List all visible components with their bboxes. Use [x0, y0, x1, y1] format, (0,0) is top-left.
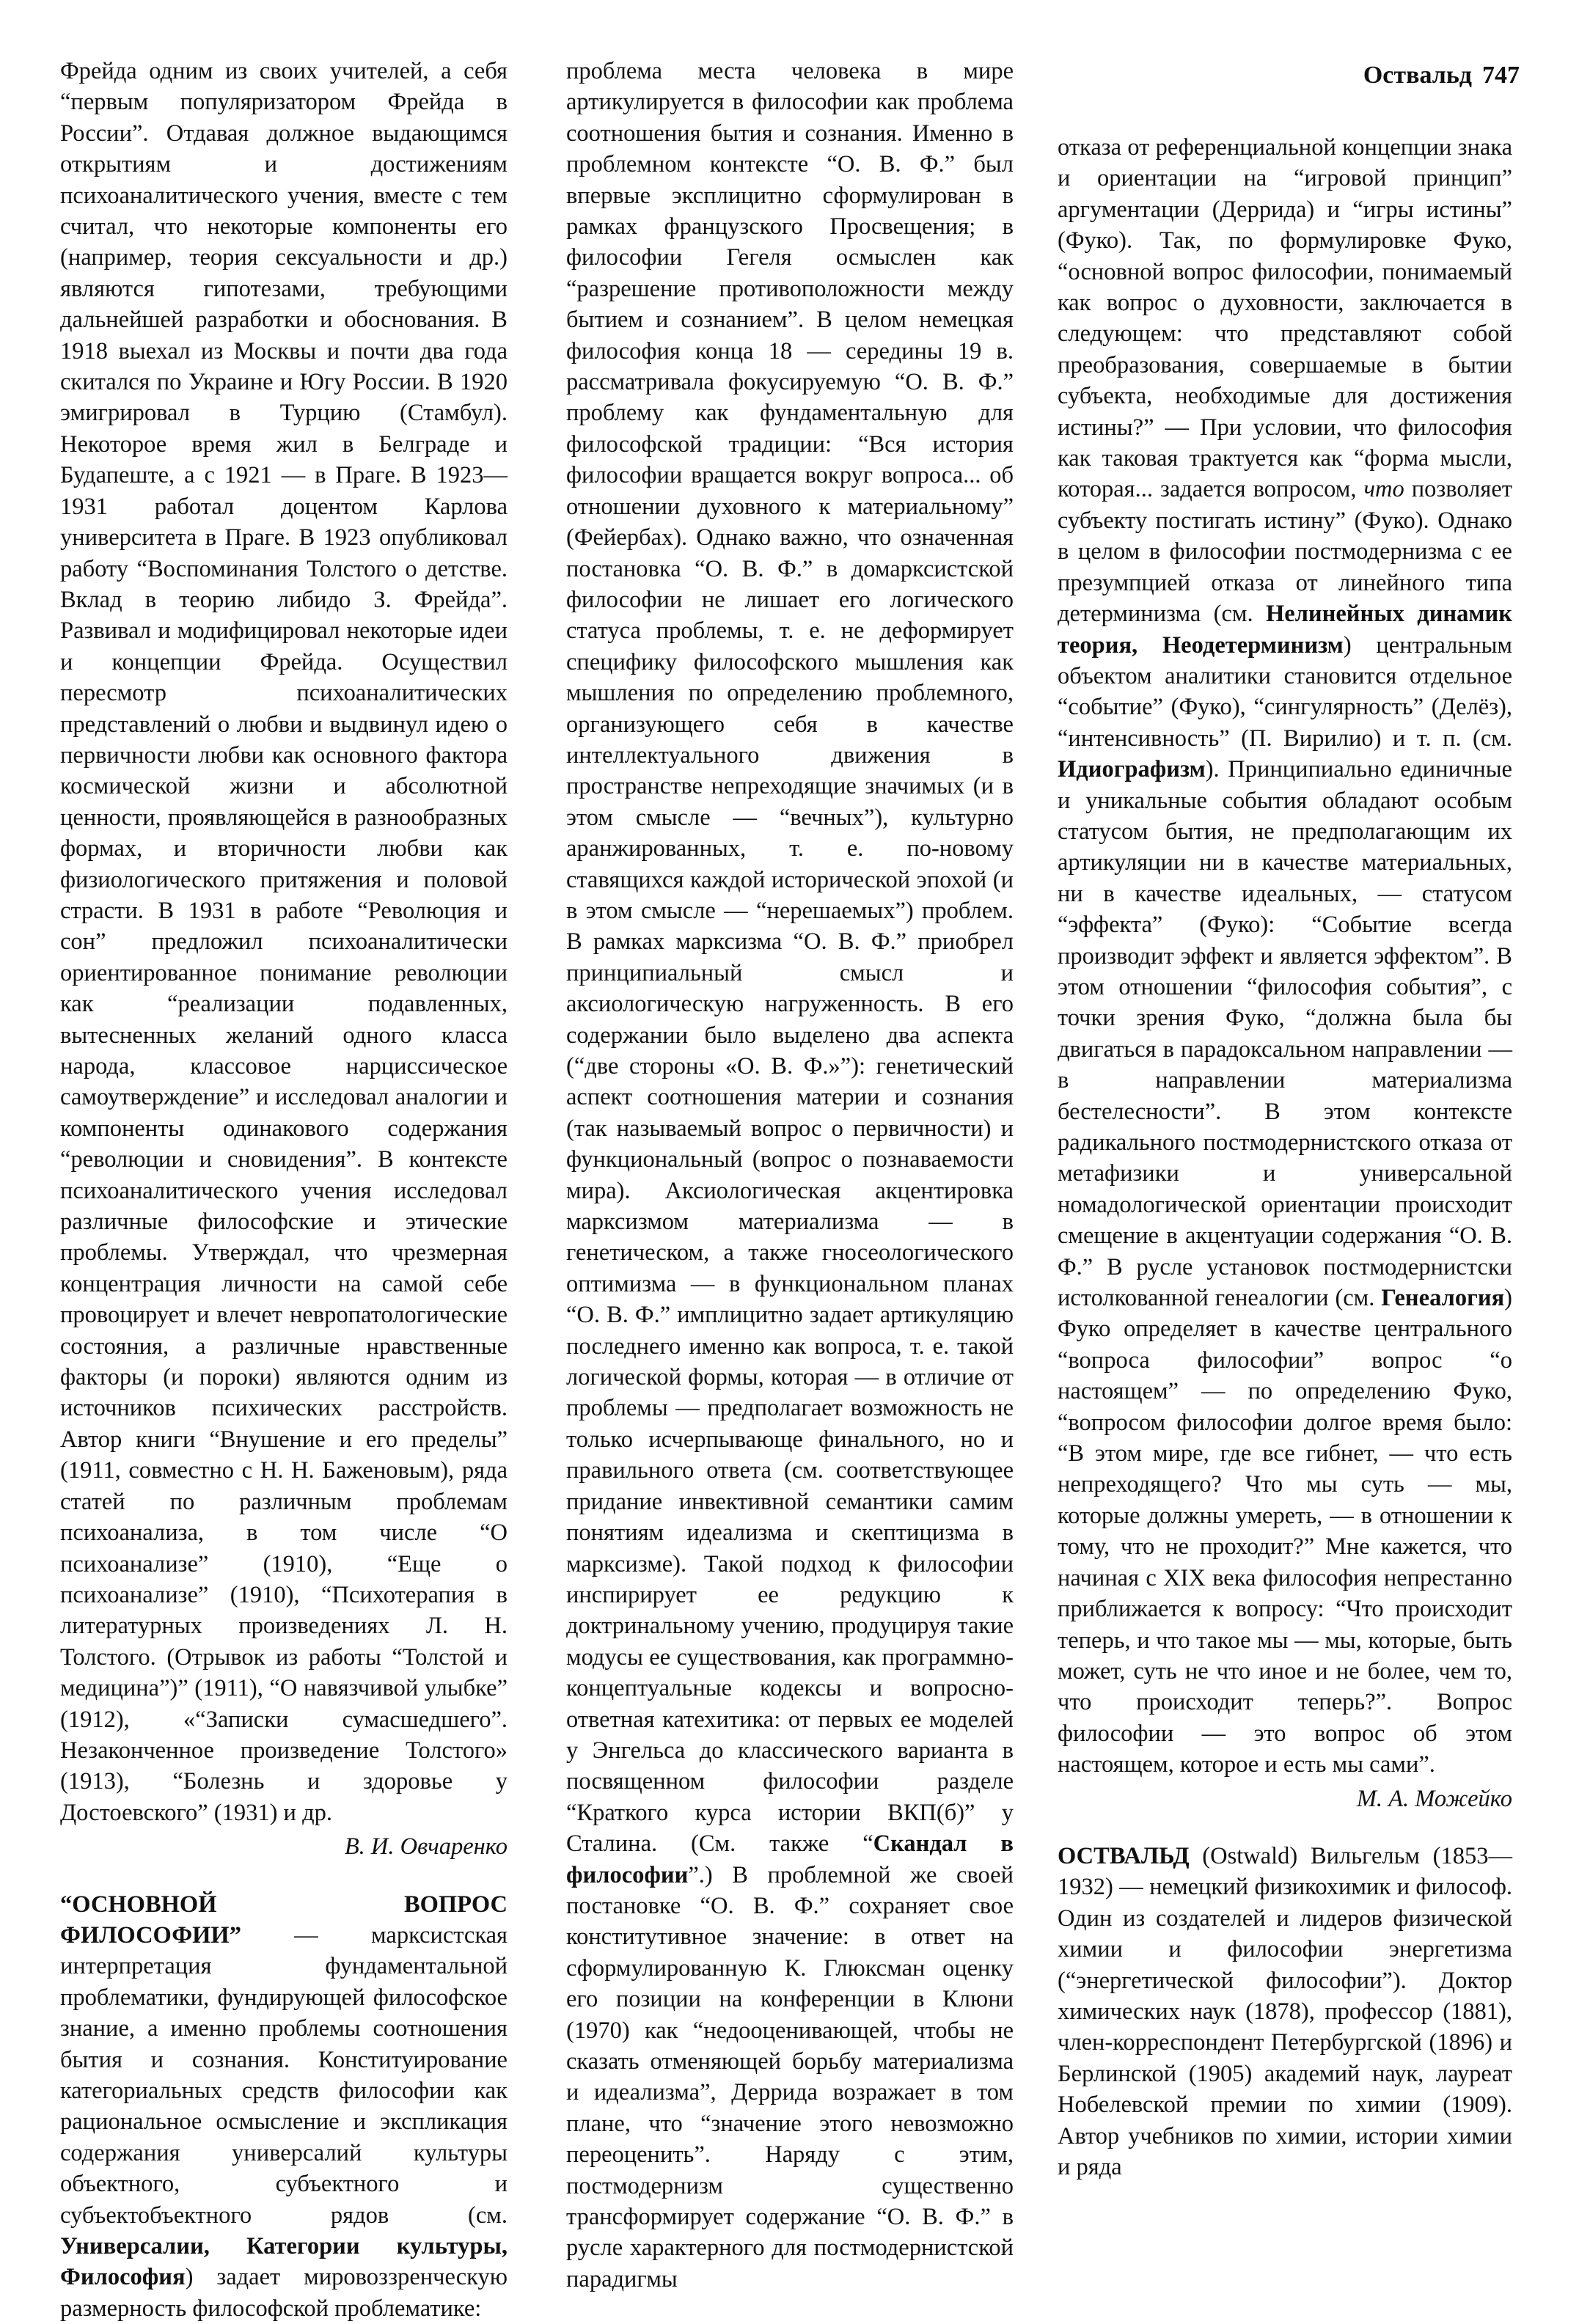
text-run: ) задает мировоззренческую размерность философской проблематике: — [60, 2264, 508, 2322]
paragraph — [1058, 132, 1512, 1781]
header-title: Оствальд — [1363, 62, 1472, 89]
running-header — [1363, 62, 1520, 89]
cross-reference: Нелинейных динамик теория, Неодетерминизм — [1058, 601, 1513, 659]
text-run: отказа от референциальной концепции знака и ориентации на “игровой принцип” аргументации (Деррида) и “игры истины” (Фуко). Так, по формулировке Фуко, “основной вопрос философии, понимаемый как вопрос о духовности, заключается в следующем: что представляют собой преобразования, совершаемые в бытии субъекта, необходимые для достижения истины?” — При условии, что философия как таковая трактуется как “форма мысли, которая... задается вопросом, — [1058, 134, 1512, 503]
text-run: — марксистская интерпретация фундаментальной проблематики, фундирующей философское знание, а именно проблемы соотношения бытия и сознания. Конституирование категориальных средств философии как рациональное осмысление и экспликация содержания универсалий культуры объектного, субъектного и субъектобъектного рядов (см. — [60, 1921, 508, 2229]
text-run: ) Фуко определяет в качестве центрального “вопроса философии” вопрос “о настоящем” — по определению Фуко, “вопросом философии долгое время было: “В этом мире, где все гибнет, — что есть непреходящего? Что мы суть — мы, которые должны умереть, — в отношении к тому, что не проходит?” Мне кажется, что начиная с XIX века философия непрестанно приближается к вопросу: “Что происходит теперь, и что такое мы — мы, которые, быть может, суть не что иное и не более, чем то, что происходит теперь?”. Вопрос философии — это вопрос об этом настоящем, которое и есть мы сами”. — [1058, 1285, 1512, 1778]
text-run: позволяет субъекту постигать истину” (Фуко). Однако в целом в философии постмодернизма с ее презумпцией отказа от линейного типа детерминизма (см. — [1058, 476, 1512, 628]
text-run: ”.) В проблемной же своей постановке “О. В. Ф.” сохраняет свое конститутивное значение: в ответ на сформулированную К. Глюксман оценку его позиции на конференции в Клюни (1970) как “недооценивающей, чтобы не сказать отменяющей борьбу материализма и идеализма”, Деррида возражает в том плане, что “значение этого невозможно переоценить”. Наряду с этим, постмодернизм существенно трансформирует содержание “О. В. Ф.” в русле характерного для постмодернистской парадигмы — [566, 1861, 1014, 2292]
page-number: 747 — [1482, 62, 1520, 89]
paragraph: Фрейда одним из своих учителей, а себя “первым популяризатором Фрейда в России”. Отдавая должное выдающимся открытиям и достижениям психоаналитического учения, вместе с тем считал, что некоторые компоненты его (например, теория сексуальности и др.) являются гипотезами, требующими дальнейшей разработки и обоснования. В 1918 выехал из Москвы и почти два года скитался по Украине и Югу России. В 1920 эмигрировал в Турцию (Стамбул). Некоторое время жил в Белграде и Будапеште, а с 1921 — в Праге. В 1923—1931 работал доцентом Карлова университета в Праге. В 1923 опубликовал работу “Воспоминания Толстого о детстве. Вклад в теорию либидо З. Фрейда”. Развивал и модифицировал некоторые идеи и концепции Фрейда. Осуществил пересмотр психоаналитических представлений о любви и выдвинул идею о первичности любви как основного фактора космической жизни и абсолютной ценности, проявляющейся в разнообразных формах, и вторичности любви как физиологического притяжения и половой страсти. В 1931 в работе “Революция и сон” предложил психоаналитически ориентированное понимание революции как “реализации подавленных, вытесненных желаний одного класса народа, классовое нарциссическое самоутверждение” и исследовал аналогии и компоненты одинакового содержания “революции и сновидения”. В контексте психоаналитического учения исследовал различные философские и этические проблемы. Утверждал, что чрезмерная концентрация личности на самой себе провоцирует и влечет невропатологические состояния, а различные нравственные факторы (и пороки) являются одним из источников психических расстройств. Автор книги “Внушение и его пределы” (1911, совместно с Н. Н. Баженовым), ряда статей по различным проблемам психоанализа, в том числе “О психоанализе” (1910), “Еще о психоанализе” (1910), “Психотерапия в литературных произведениях Л. Н. Толстого. (Отрывок из работы “Толстой и медицина”)” (1911), “О навязчивой улыбке” (1912), «“Записки сумасшедшего”. Незаконченное произведение Толстого» (1913), “Болезнь и здоровье у Достоевского” (1931) и др. — [60, 58, 508, 1826]
text-run: (Ostwald) Вильгельм (1853—1932) — немецкий физикохимик и философ. Один из создателей и лидеров физической химии и философии энергетизма (“энергетической философии”). Доктор химических наук (1878), профессор (1881), член-корреспондент Петербургской (1896) и Берлинской (1905) академий наук, лауреат Нобелевской премии по химии (1909). Автор учебников по химии, истории химии и ряда — [1058, 1842, 1512, 2180]
entry-paragraph — [60, 1889, 508, 2324]
text-run: ). Принципиально единичные и уникальные события обладают особым статусом бытия, не предполагающим их артикуляции ни в качестве материальных, ни в качестве идеальных, — статусом “эффекта” (Фуко): “Событие всегда производит эффект и является эффектом”. В этом отношении “философия события”, с точки зрения Фуко, “должна была бы двигаться в парадоксальном направлении — в направлении материализма бестелесности”. В этом контексте радикального постмодернистского отказа от метафизики и универсальной номадологической ориентации происходит смещение в акцентуации содержания “О. В. Ф.” В русле установок постмодернистски истолкованной генеалогии (см. — [1058, 756, 1512, 1312]
cross-reference: Универсалии, Категории культуры, Философия — [60, 2233, 508, 2291]
text-run: ) центральным объектом аналитики становится отдельное “событие” (Фуко), “сингулярность” (Делёз), “интенсивность” (П. Вирилио) и т. п. (см. — [1058, 631, 1512, 752]
author-signature: М. А. Можейко — [1356, 1785, 1512, 1812]
cross-reference: Идиографизм — [1058, 756, 1206, 783]
cross-reference: Генеалогия — [1381, 1285, 1505, 1312]
paragraph — [566, 56, 1014, 2295]
column-3 — [1058, 132, 1512, 2182]
emphasis: что — [1363, 476, 1404, 503]
text-run: проблема места человека в мире артикулируется в философии как проблема соотношения бытия и сознания. Именно в проблемном контексте “О. В. Ф.” был впервые эксплицитно сформулирован в рамках французского Просвещения; в философии Гегеля осмыслен как “разрешение противоположности между бытием и сознанием”. В целом немецкая философия конца 18 — середины 19 в. рассматривала фокусируемую “О. В. Ф.” проблему как фундаментальную для философской традиции: “Вся история философии вращается вокруг вопроса... об отношении духовного к материальному” (Фейербах). Однако важно, что означенная постановка “О. В. Ф.” в домарксистской философии не лишает его логического статуса проблемы, т. е. не деформирует специфику философского мышления как мышления по определению проблемного, организующего себя в качестве интеллектуального движения в пространстве непреходящие значимых (и в этом смысле — “вечных”), культурно аранжированных, т. е. по-новому ставящихся каждой исторической эпохой (и в этом смысле — “нерешаемых”) проблем. В рамках марксизма “О. В. Ф.” приобрел принципиальный смысл и аксиологическую нагруженность. В его содержании было выделено два аспекта (“две стороны «О. В. Ф.»”): генетический аспект соотношения материи и сознания (так называемый вопрос о первичности) и функциональный (вопрос о познаваемости мира). Аксиологическая акцентировка марксизмом материализма — в генетическом, а также гносеологического оптимизма — в функциональном планах “О. В. Ф.” имплицитно задает артикуляцию последнего именно как вопроса, т. е. такой логической формы, которая — в отличие от проблемы — предполагает возможность не только исчерпывающе финального, но и правильного ответа (см. соответствующее придание инвективной семантики самим понятиям идеализма и скептицизма в марксизме). Такой подход к философии инспирирует ее редукцию к доктринальному учению, продуцируя такие модусы ее существования, как программно-концептуальные кодексы и вопросно-ответная катехитика: от первых ее моделей у Энгельса до классического варианта в посвященном философии разделе “Краткого курса истории ВКП(б)” у Сталина. (См. также “ — [566, 58, 1014, 1858]
cross-reference: Скандал в философии — [566, 1830, 1014, 1888]
author-signature: В. И. Овчаренко — [344, 1833, 508, 1861]
column-1 — [60, 56, 508, 2324]
column-2 — [566, 56, 1014, 2295]
entry-paragraph — [1058, 1841, 1512, 2182]
entry-title: “ОСНОВНОЙ ВОПРОС ФИЛОСОФИИ” — [60, 1891, 508, 1949]
entry-title: ОСТВАЛЬД — [1058, 1842, 1190, 1869]
